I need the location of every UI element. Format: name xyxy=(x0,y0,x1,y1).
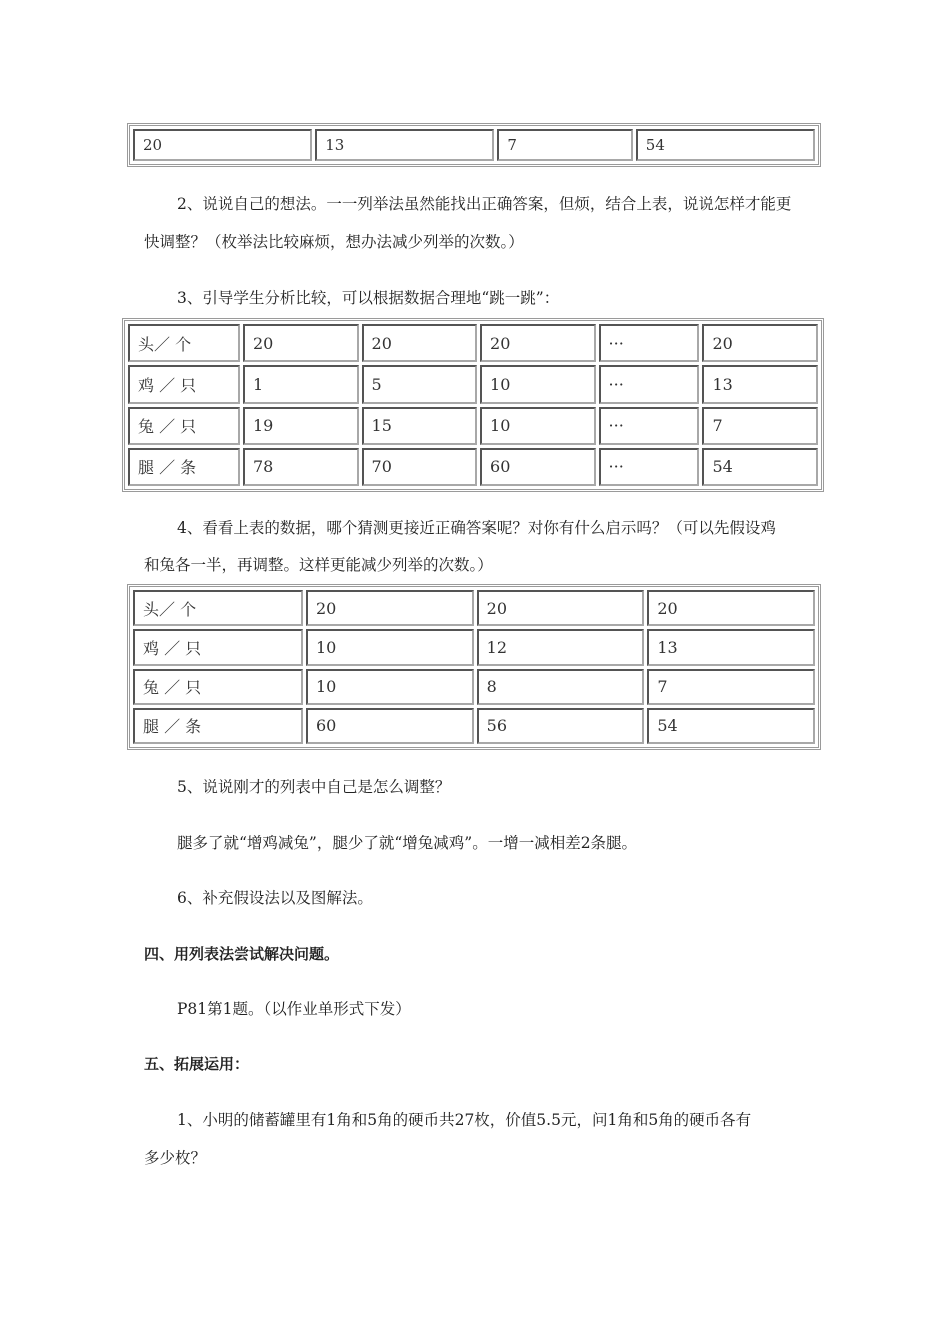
table-row xyxy=(128,324,818,362)
table-cell: ··· xyxy=(599,365,700,403)
table-cell: 13 xyxy=(702,365,818,403)
step5-text: 5、说说刚才的列表中自己是怎么调整？ xyxy=(177,778,451,796)
row-header-cell: 兔 ／ 只 xyxy=(128,407,240,445)
table-cell: 10 xyxy=(306,629,474,665)
section4-text: P81第1题。（以作业单形式下发） xyxy=(177,1000,411,1018)
table-cell: 54 xyxy=(636,129,815,161)
table-cell: 13 xyxy=(315,129,494,161)
table-cell: 60 xyxy=(480,448,596,486)
row-header-cell: 兔 ／ 只 xyxy=(133,669,303,705)
table-cell: 1 xyxy=(243,365,359,403)
section5-heading: 五、拓展运用： xyxy=(144,1055,250,1073)
table-cell: 15 xyxy=(362,407,478,445)
table-row xyxy=(128,407,818,445)
table-cell: 8 xyxy=(477,669,645,705)
step2-line1: 2、说说自己的想法。一一列举法虽然能找出正确答案，但烦，结合上表，说说怎样才能更 xyxy=(177,195,792,213)
table-cell: 20 xyxy=(477,590,645,626)
table-cell: 20 xyxy=(480,324,596,362)
table-jump-guess xyxy=(122,318,824,492)
step2-line2: 快调整？（枚举法比较麻烦，想办法减少列举的次数。） xyxy=(144,233,524,251)
row-header-cell: 腿 ／ 条 xyxy=(128,448,240,486)
table-cell: 13 xyxy=(647,629,815,665)
table-row xyxy=(133,708,815,744)
section4-heading: 四、用列表法尝试解决问题。 xyxy=(144,945,340,963)
table-cell: 20 xyxy=(647,590,815,626)
table-cell: 7 xyxy=(647,669,815,705)
table-cell: 54 xyxy=(702,448,818,486)
step6-text: 6、补充假设法以及图解法。 xyxy=(177,889,373,907)
table-cell: ··· xyxy=(599,407,700,445)
table-half-guess xyxy=(127,584,821,750)
table-row xyxy=(133,629,815,665)
table-cell: 20 xyxy=(133,129,312,161)
table-cell: 7 xyxy=(702,407,818,445)
section5-line2: 多少枚？ xyxy=(144,1149,207,1167)
table-cell: 5 xyxy=(362,365,478,403)
step3-text: 3、引导学生分析比较，可以根据数据合理地“跳一跳”： xyxy=(177,289,560,307)
step4-line1: 4、看看上表的数据，哪个猜测更接近正确答案呢？对你有什么启示吗？（可以先假设鸡 xyxy=(177,519,776,537)
row-header-cell: 腿 ／ 条 xyxy=(133,708,303,744)
table-row xyxy=(128,365,818,403)
adjust-rule-text: 腿多了就“增鸡减兔”，腿少了就“增兔减鸡”。一增一减相差2条腿。 xyxy=(177,834,638,852)
table-cell: 20 xyxy=(243,324,359,362)
table-cell: ··· xyxy=(599,448,700,486)
row-header-cell: 鸡 ／ 只 xyxy=(128,365,240,403)
table-cell: 60 xyxy=(306,708,474,744)
table-row xyxy=(133,669,815,705)
table-cell: 10 xyxy=(306,669,474,705)
table-cell: 78 xyxy=(243,448,359,486)
step4-line2: 和兔各一半，再调整。这样更能减少列举的次数。） xyxy=(144,556,493,574)
section5-line1: 1、小明的储蓄罐里有1角和5角的硬币共27枚，价值5.5元，问1角和5角的硬币各有 xyxy=(177,1111,752,1129)
table-cell: 56 xyxy=(477,708,645,744)
table-row xyxy=(128,448,818,486)
table-cell: 19 xyxy=(243,407,359,445)
row-header-cell: 头／ 个 xyxy=(128,324,240,362)
table-cell: 7 xyxy=(497,129,632,161)
table-cell: 20 xyxy=(306,590,474,626)
table-cell: 54 xyxy=(647,708,815,744)
table-row xyxy=(133,129,815,161)
table-trial-row xyxy=(127,123,821,167)
table-cell: ··· xyxy=(599,324,700,362)
table-cell: 12 xyxy=(477,629,645,665)
table-cell: 10 xyxy=(480,365,596,403)
table-cell: 20 xyxy=(702,324,818,362)
row-header-cell: 鸡 ／ 只 xyxy=(133,629,303,665)
table-cell: 20 xyxy=(362,324,478,362)
table-cell: 70 xyxy=(362,448,478,486)
table-row xyxy=(133,590,815,626)
table-cell: 10 xyxy=(480,407,596,445)
row-header-cell: 头／ 个 xyxy=(133,590,303,626)
